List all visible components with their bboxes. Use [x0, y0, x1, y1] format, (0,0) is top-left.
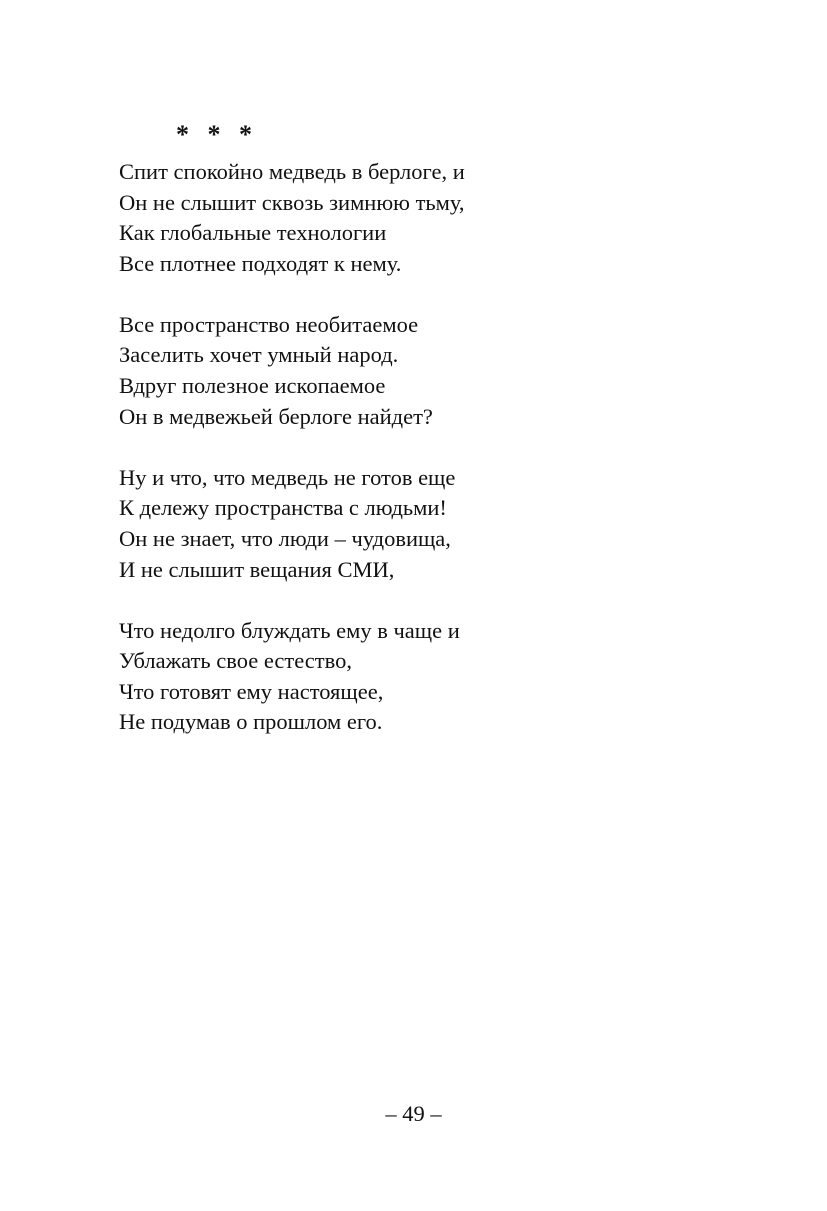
poem-line: Ублажать свое естество, — [119, 648, 352, 674]
poem-line: К дележу пространства с людьми! — [119, 495, 447, 521]
stanza-4 — [119, 616, 759, 738]
poem-line: Он не слышит сквозь зимнюю тьму, — [119, 189, 465, 215]
stanza-1 — [119, 157, 759, 279]
poem-line: Он в медвежьей берлоге найдет? — [119, 403, 433, 429]
poem — [119, 157, 759, 769]
poem-line: Что недолго блуждать ему в чаще и — [119, 617, 460, 643]
poem-line: Что готовят ему настоящее, — [119, 678, 384, 704]
poem-line: Он не знает, что люди – чудовища, — [119, 525, 451, 551]
poem-line: Все плотнее подходят к нему. — [119, 250, 402, 276]
poem-line: И не слышит вещания СМИ, — [119, 556, 395, 582]
poem-line: Вдруг полезное ископаемое — [119, 373, 386, 399]
poem-line: Все пространство необитаемое — [119, 311, 419, 337]
stanza-3 — [119, 463, 759, 585]
poem-line: Спит спокойно медведь в берлоге, и — [119, 159, 465, 184]
poem-line: Ну и что, что медведь не готов еще — [119, 464, 456, 490]
stanza-2 — [119, 310, 759, 432]
poem-line: Не подумав о прошлом его. — [119, 709, 383, 735]
page-number: – 49 – — [385, 1101, 442, 1126]
poem-line: Заселить хочет умный народ. — [119, 342, 399, 368]
poem-line: Как глобальные технологии — [119, 220, 387, 246]
section-divider: * * * — [176, 120, 258, 149]
